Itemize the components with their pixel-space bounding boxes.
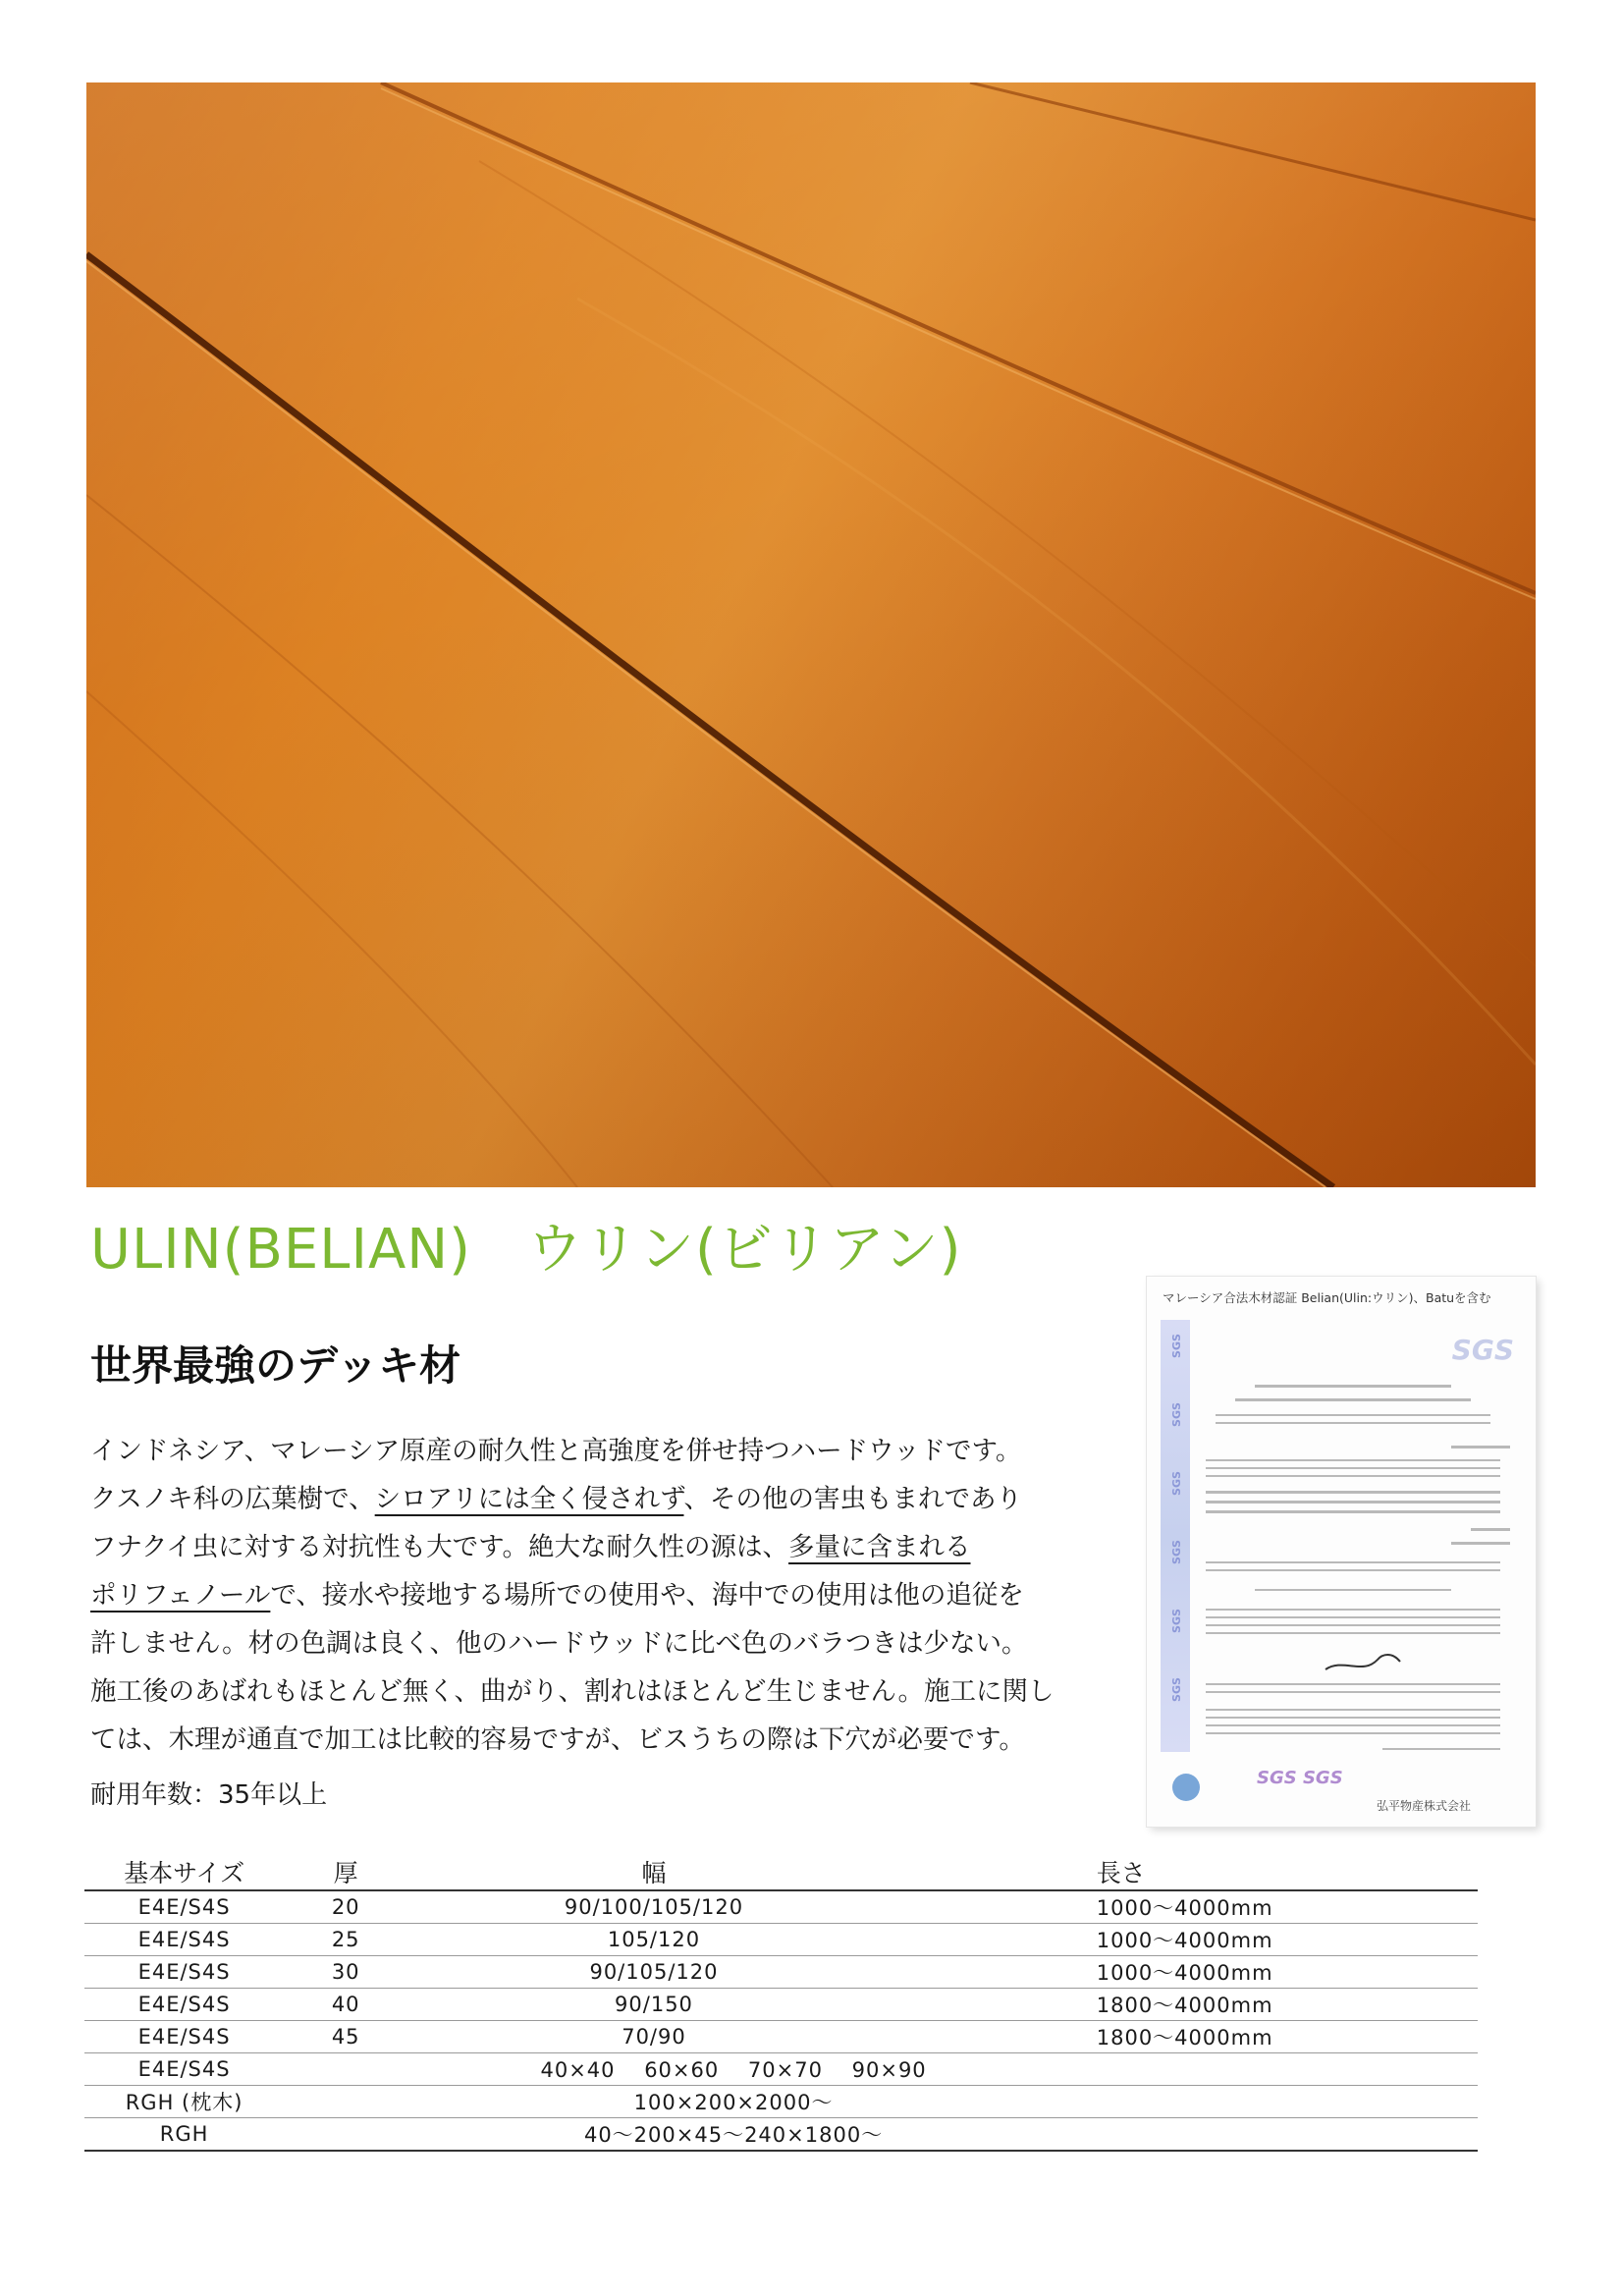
band-text: SGS bbox=[1169, 1609, 1183, 1633]
cell-width: 105/120 bbox=[407, 1924, 900, 1956]
certificate-text-line bbox=[1216, 1422, 1490, 1424]
description-text: クスノキ科の広葉樹で、 bbox=[90, 1484, 375, 1514]
product-subtitle: 世界最強のデッキ材 bbox=[90, 1341, 461, 1390]
band-text: SGS bbox=[1169, 1402, 1183, 1427]
certificate-text-line bbox=[1382, 1748, 1500, 1750]
cell-width: 90/150 bbox=[407, 1989, 900, 2021]
cell-length: 1800〜4000mm bbox=[900, 1989, 1478, 2021]
header-length: 長さ bbox=[900, 1854, 1478, 1890]
cell-size: E4E/S4S bbox=[84, 1956, 284, 1989]
certificate-side-band bbox=[1161, 1320, 1190, 1752]
cell-dimensions: 100×200×2000〜 bbox=[284, 2086, 1478, 2118]
certificate-text-line bbox=[1255, 1385, 1451, 1388]
certificate-text-line bbox=[1206, 1467, 1500, 1469]
certificate-text-line bbox=[1206, 1561, 1500, 1563]
description-text: で、接水や接地する場所での使用や、海中での使用は他の追従を bbox=[270, 1580, 1024, 1611]
description-underlined: ポリフェノール bbox=[90, 1580, 271, 1611]
cell-size: RGH (枕木) bbox=[84, 2086, 284, 2118]
certificate-logo: SGS bbox=[1451, 1334, 1514, 1366]
certificate-text-line bbox=[1451, 1542, 1510, 1545]
size-spec-table bbox=[84, 1854, 1478, 2152]
certificate-caption: マレーシア合法木材認証 Belian(Ulin:ウリン)、Batuを含む bbox=[1163, 1290, 1491, 1305]
certificate-text-line bbox=[1206, 1717, 1500, 1719]
description-text: フナクイ虫に対する対抗性も大です。絶大な耐久性の源は、 bbox=[90, 1532, 788, 1562]
certificate-text-line bbox=[1206, 1709, 1500, 1711]
certificate-text-line bbox=[1206, 1632, 1500, 1634]
table-row bbox=[84, 2118, 1478, 2152]
cell-width: 70/90 bbox=[407, 2021, 900, 2053]
certificate-company: 弘平物産株式会社 bbox=[1376, 1799, 1471, 1813]
description-line bbox=[90, 1475, 1072, 1523]
certificate-text-line bbox=[1206, 1616, 1500, 1618]
certificate-text-line bbox=[1206, 1683, 1500, 1685]
cell-thickness: 20 bbox=[284, 1890, 407, 1924]
cell-size: E4E/S4S bbox=[84, 1890, 284, 1924]
table-row bbox=[84, 1924, 1478, 1956]
cell-thickness: 25 bbox=[284, 1924, 407, 1956]
certificate-text-line bbox=[1216, 1414, 1490, 1416]
cell-size: RGH bbox=[84, 2118, 284, 2152]
description-line: 許しません。材の色調は良く、他のハードウッドに比べ色のバラつきは少ない。 bbox=[90, 1628, 1028, 1659]
product-title: ULIN(BELIAN) ウリン(ビリアン) bbox=[90, 1218, 962, 1282]
certificate-image bbox=[1147, 1277, 1536, 1827]
wood-grain-illustration bbox=[86, 82, 1536, 1187]
certificate-text-line bbox=[1206, 1459, 1500, 1461]
cell-size: E4E/S4S bbox=[84, 1924, 284, 1956]
cell-dimensions: 40〜200×45〜240×1800〜 bbox=[284, 2118, 1478, 2152]
header-thickness: 厚 bbox=[284, 1854, 407, 1890]
header-size: 基本サイズ bbox=[84, 1854, 284, 1890]
certificate-text-line bbox=[1206, 1475, 1500, 1477]
certificate-text-line bbox=[1206, 1491, 1500, 1494]
band-text: SGS bbox=[1169, 1540, 1183, 1564]
cell-thickness: 45 bbox=[284, 2021, 407, 2053]
certificate-text-line bbox=[1206, 1609, 1500, 1611]
signature-illustration bbox=[1324, 1648, 1402, 1677]
table-row bbox=[84, 2086, 1478, 2118]
description-line: ては、木理が通直で加工は比較的容易ですが、ビスうちの際は下穴が必要です。 bbox=[90, 1724, 1025, 1755]
certificate-text-line bbox=[1206, 1501, 1500, 1503]
table-row bbox=[84, 2053, 1478, 2086]
table-row bbox=[84, 2021, 1478, 2053]
service-life: 耐用年数：35年以上 bbox=[90, 1780, 328, 1810]
description-underlined: シロアリには全く侵されず bbox=[374, 1484, 684, 1514]
wood-deck-photo bbox=[86, 82, 1536, 1187]
table-row bbox=[84, 1989, 1478, 2021]
cell-size: E4E/S4S bbox=[84, 1989, 284, 2021]
certificate-text-line bbox=[1206, 1624, 1500, 1626]
table-row bbox=[84, 1890, 1478, 1924]
band-text: SGS bbox=[1169, 1334, 1183, 1358]
header-width: 幅 bbox=[407, 1854, 900, 1890]
cell-length: 1000〜4000mm bbox=[900, 1956, 1478, 1989]
table-row bbox=[84, 1956, 1478, 1989]
certificate-text-line bbox=[1255, 1589, 1451, 1591]
certificate-text-line bbox=[1206, 1691, 1500, 1693]
band-text: SGS bbox=[1169, 1471, 1183, 1496]
cell-length: 1000〜4000mm bbox=[900, 1924, 1478, 1956]
cell-length: 1800〜4000mm bbox=[900, 2021, 1478, 2053]
cell-width: 90/100/105/120 bbox=[407, 1890, 900, 1924]
description-underlined: 多量に含まれる bbox=[788, 1532, 971, 1562]
certificate-text-line bbox=[1235, 1398, 1471, 1401]
certificate-text-line bbox=[1206, 1724, 1500, 1726]
certificate-text-line bbox=[1206, 1510, 1500, 1513]
cell-dimensions: 40×40 60×60 70×70 90×90 bbox=[284, 2053, 1478, 2086]
certificate-text-line bbox=[1206, 1569, 1500, 1571]
certificate-seal bbox=[1172, 1774, 1200, 1801]
table-header-row bbox=[84, 1854, 1478, 1890]
cell-thickness: 30 bbox=[284, 1956, 407, 1989]
band-text: SGS bbox=[1169, 1677, 1183, 1702]
cell-width: 90/105/120 bbox=[407, 1956, 900, 1989]
product-description bbox=[90, 1427, 1072, 1764]
description-line: 施工後のあばれもほとんど無く、曲がり、割れはほとんど生じません。施工に関し bbox=[90, 1676, 1055, 1707]
description-line: インドネシア、マレーシア原産の耐久性と高強度を併せ持つハードウッドです。 bbox=[90, 1436, 1022, 1466]
certificate-mark: SGS SGS bbox=[1257, 1768, 1343, 1788]
cell-length: 1000〜4000mm bbox=[900, 1890, 1478, 1924]
cell-thickness: 40 bbox=[284, 1989, 407, 2021]
description-text: 、その他の害虫もまれであり bbox=[683, 1484, 1022, 1514]
certificate-text-line bbox=[1451, 1446, 1510, 1449]
certificate-text-line bbox=[1206, 1732, 1500, 1734]
cell-size: E4E/S4S bbox=[84, 2053, 284, 2086]
description-line bbox=[90, 1523, 1072, 1571]
cell-size: E4E/S4S bbox=[84, 2021, 284, 2053]
description-line bbox=[90, 1571, 1072, 1619]
certificate-text-line bbox=[1471, 1528, 1510, 1531]
